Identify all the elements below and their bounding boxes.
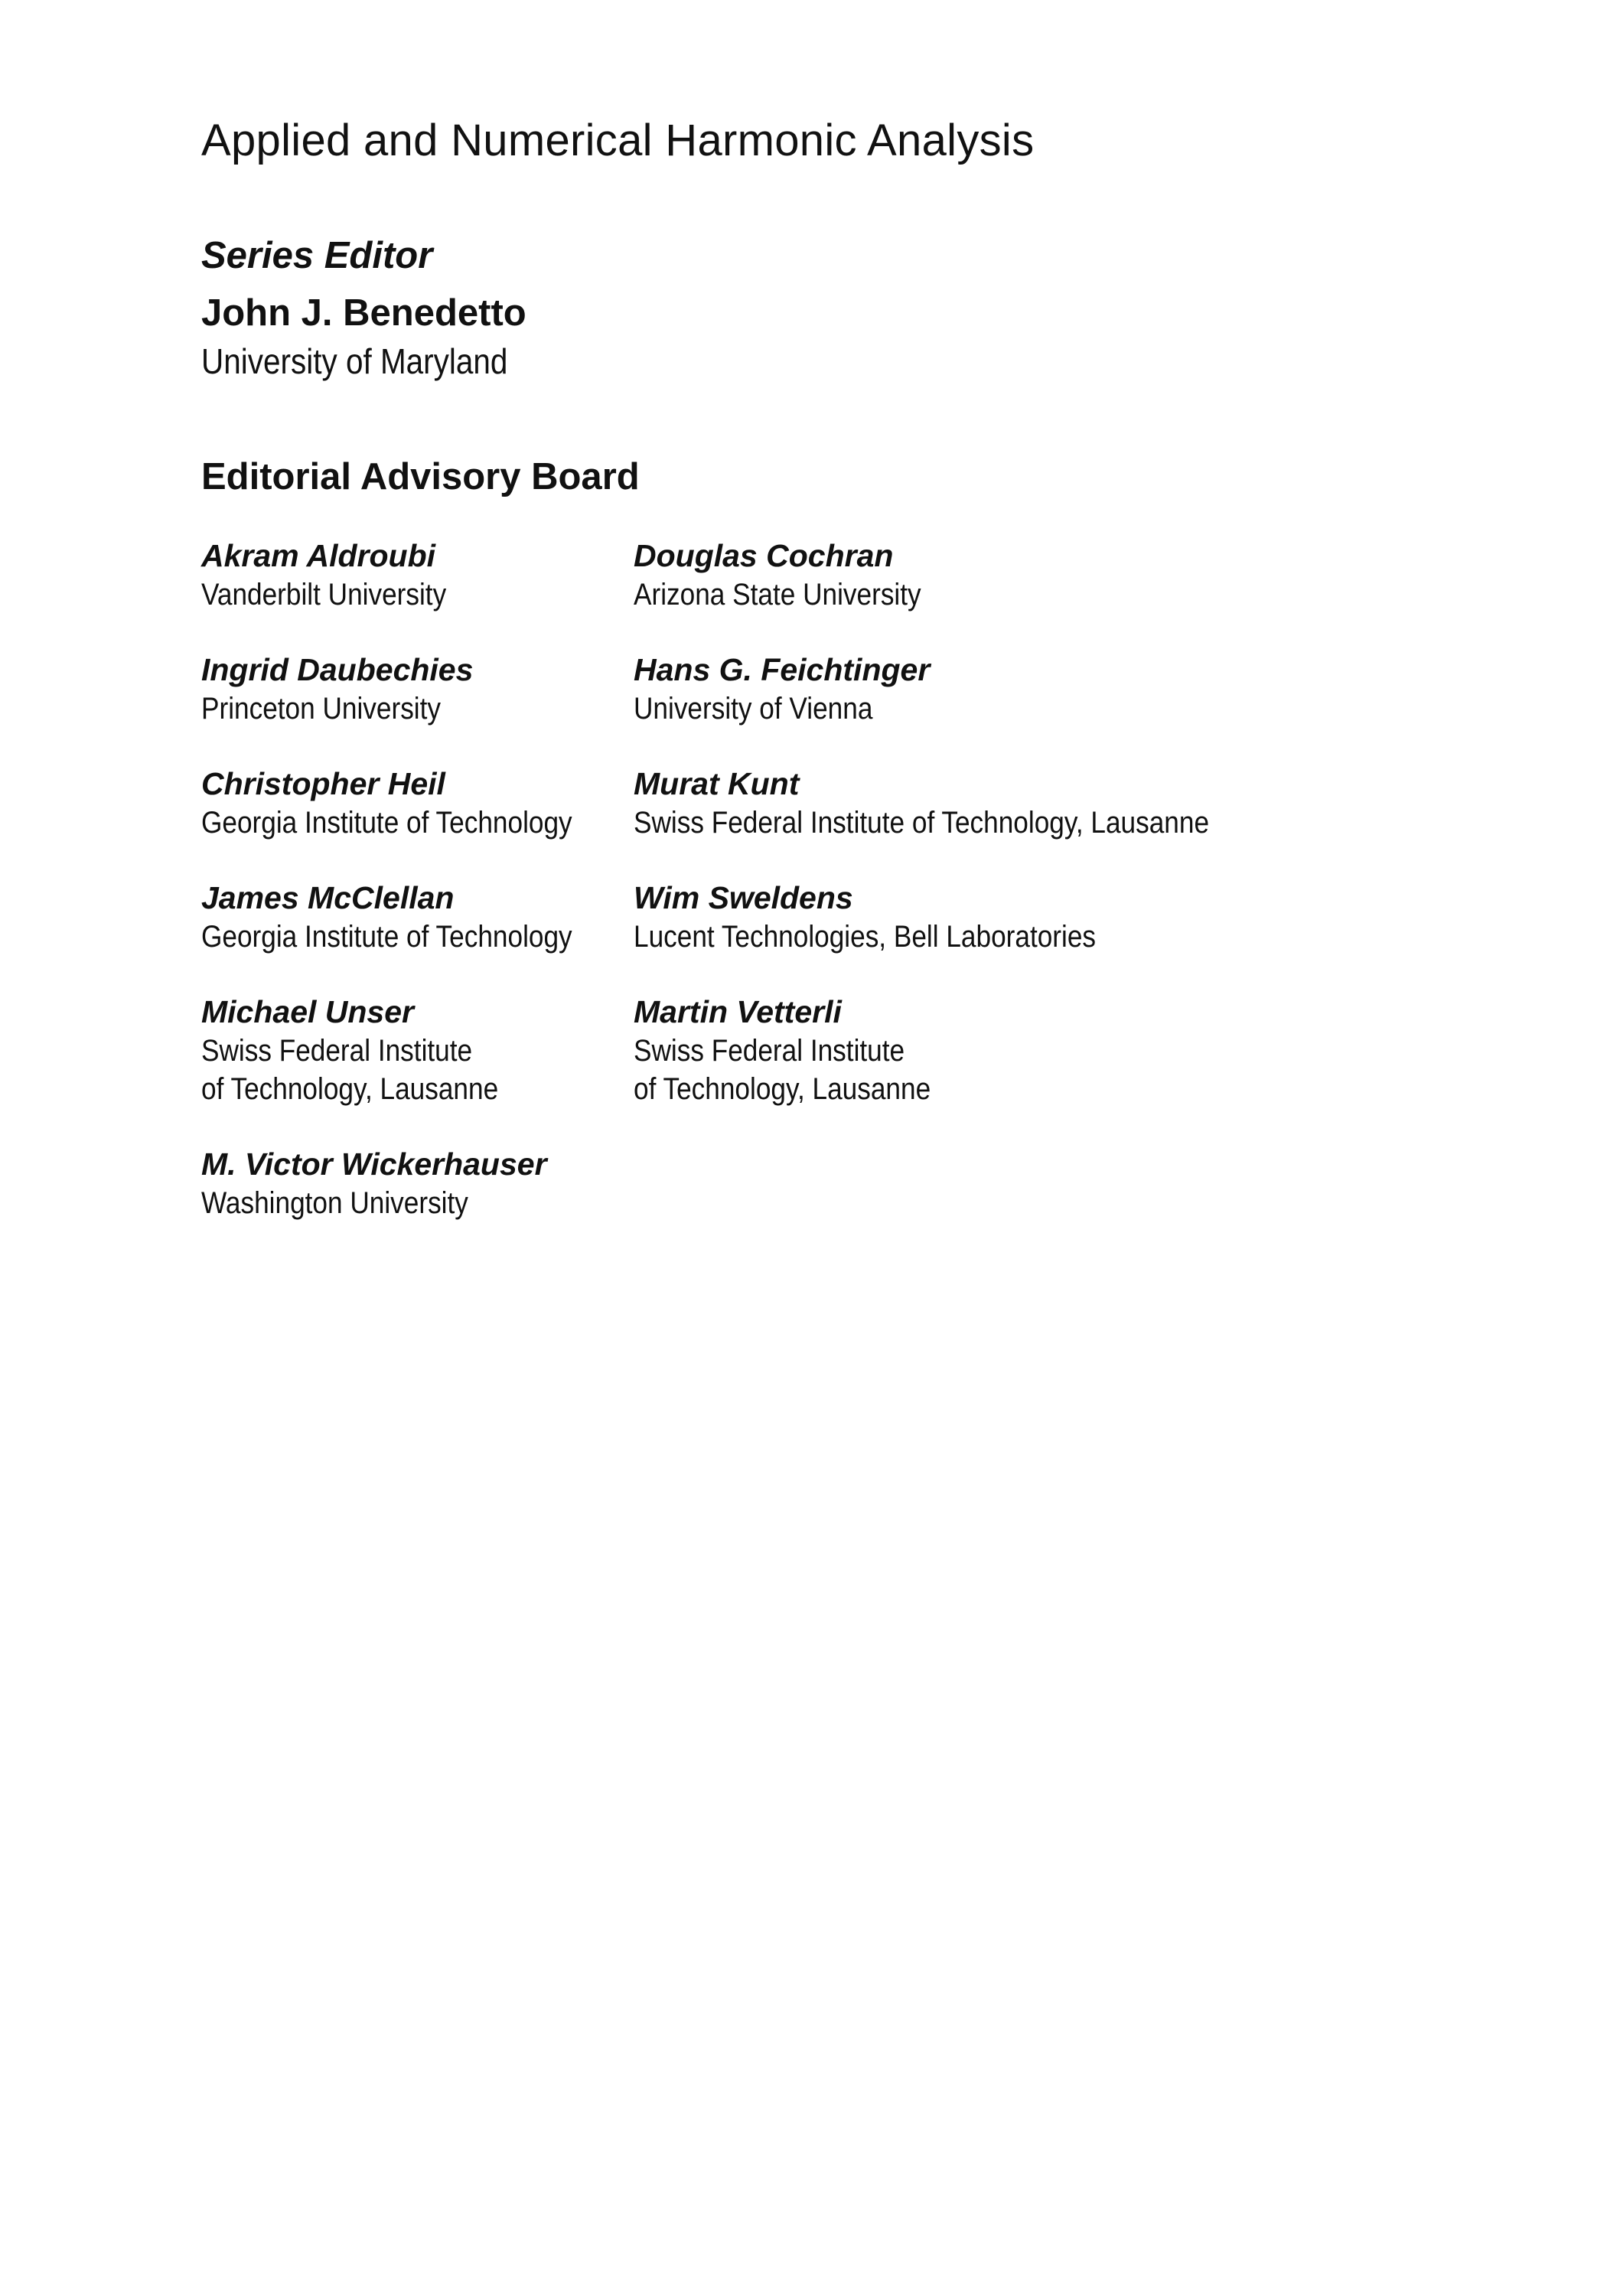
member-affiliation: Swiss Federal Institute <box>634 1034 905 1068</box>
series-title: Applied and Numerical Harmonic Analysis <box>201 116 1035 165</box>
member-affiliation: Swiss Federal Institute of Technology, Lausanne <box>634 806 1210 840</box>
board-heading: Editorial Advisory Board <box>201 456 640 497</box>
board-member <box>201 878 623 956</box>
member-affiliation: Princeton University <box>201 692 442 726</box>
board-member <box>634 992 971 1108</box>
member-name: Douglas Cochran <box>634 538 894 573</box>
member-affiliation: Lucent Technologies, Bell Laboratories <box>634 920 1097 954</box>
series-editor-affiliation: University of Maryland <box>201 341 508 381</box>
member-name: Ingrid Daubechies <box>201 652 474 687</box>
member-name: Hans G. Feichtinger <box>634 652 931 687</box>
board-member <box>201 992 539 1108</box>
board-member <box>201 1144 547 1222</box>
series-editor-name: John J. Benedetto <box>201 292 526 334</box>
member-name: Akram Aldroubi <box>201 538 436 573</box>
member-affiliation-line2: of Technology, Lausanne <box>201 1072 499 1106</box>
member-name: James McClellan <box>201 880 455 915</box>
member-name: Christopher Heil <box>201 766 445 801</box>
board-member <box>634 536 960 614</box>
member-affiliation: University of Vienna <box>634 692 873 726</box>
member-name: Martin Vetterli <box>634 994 842 1029</box>
member-name: Murat Kunt <box>634 766 800 801</box>
member-name: Michael Unser <box>201 994 414 1029</box>
board-member <box>634 650 930 728</box>
board-member <box>634 764 1288 842</box>
member-affiliation: Georgia Institute of Technology <box>201 806 572 840</box>
board-member <box>201 764 623 842</box>
board-member <box>201 650 474 728</box>
member-affiliation-line2: of Technology, Lausanne <box>634 1072 931 1106</box>
board-member <box>634 878 1159 956</box>
member-affiliation: Vanderbilt University <box>201 578 447 612</box>
member-affiliation: Washington University <box>201 1186 468 1220</box>
member-affiliation: Arizona State University <box>634 578 921 612</box>
member-affiliation: Swiss Federal Institute <box>201 1034 473 1068</box>
member-name: M. Victor Wickerhauser <box>201 1146 547 1182</box>
member-affiliation: Georgia Institute of Technology <box>201 920 572 954</box>
member-name: Wim Sweldens <box>634 880 853 915</box>
board-member <box>201 536 480 614</box>
series-editor-label: Series Editor <box>201 235 433 276</box>
